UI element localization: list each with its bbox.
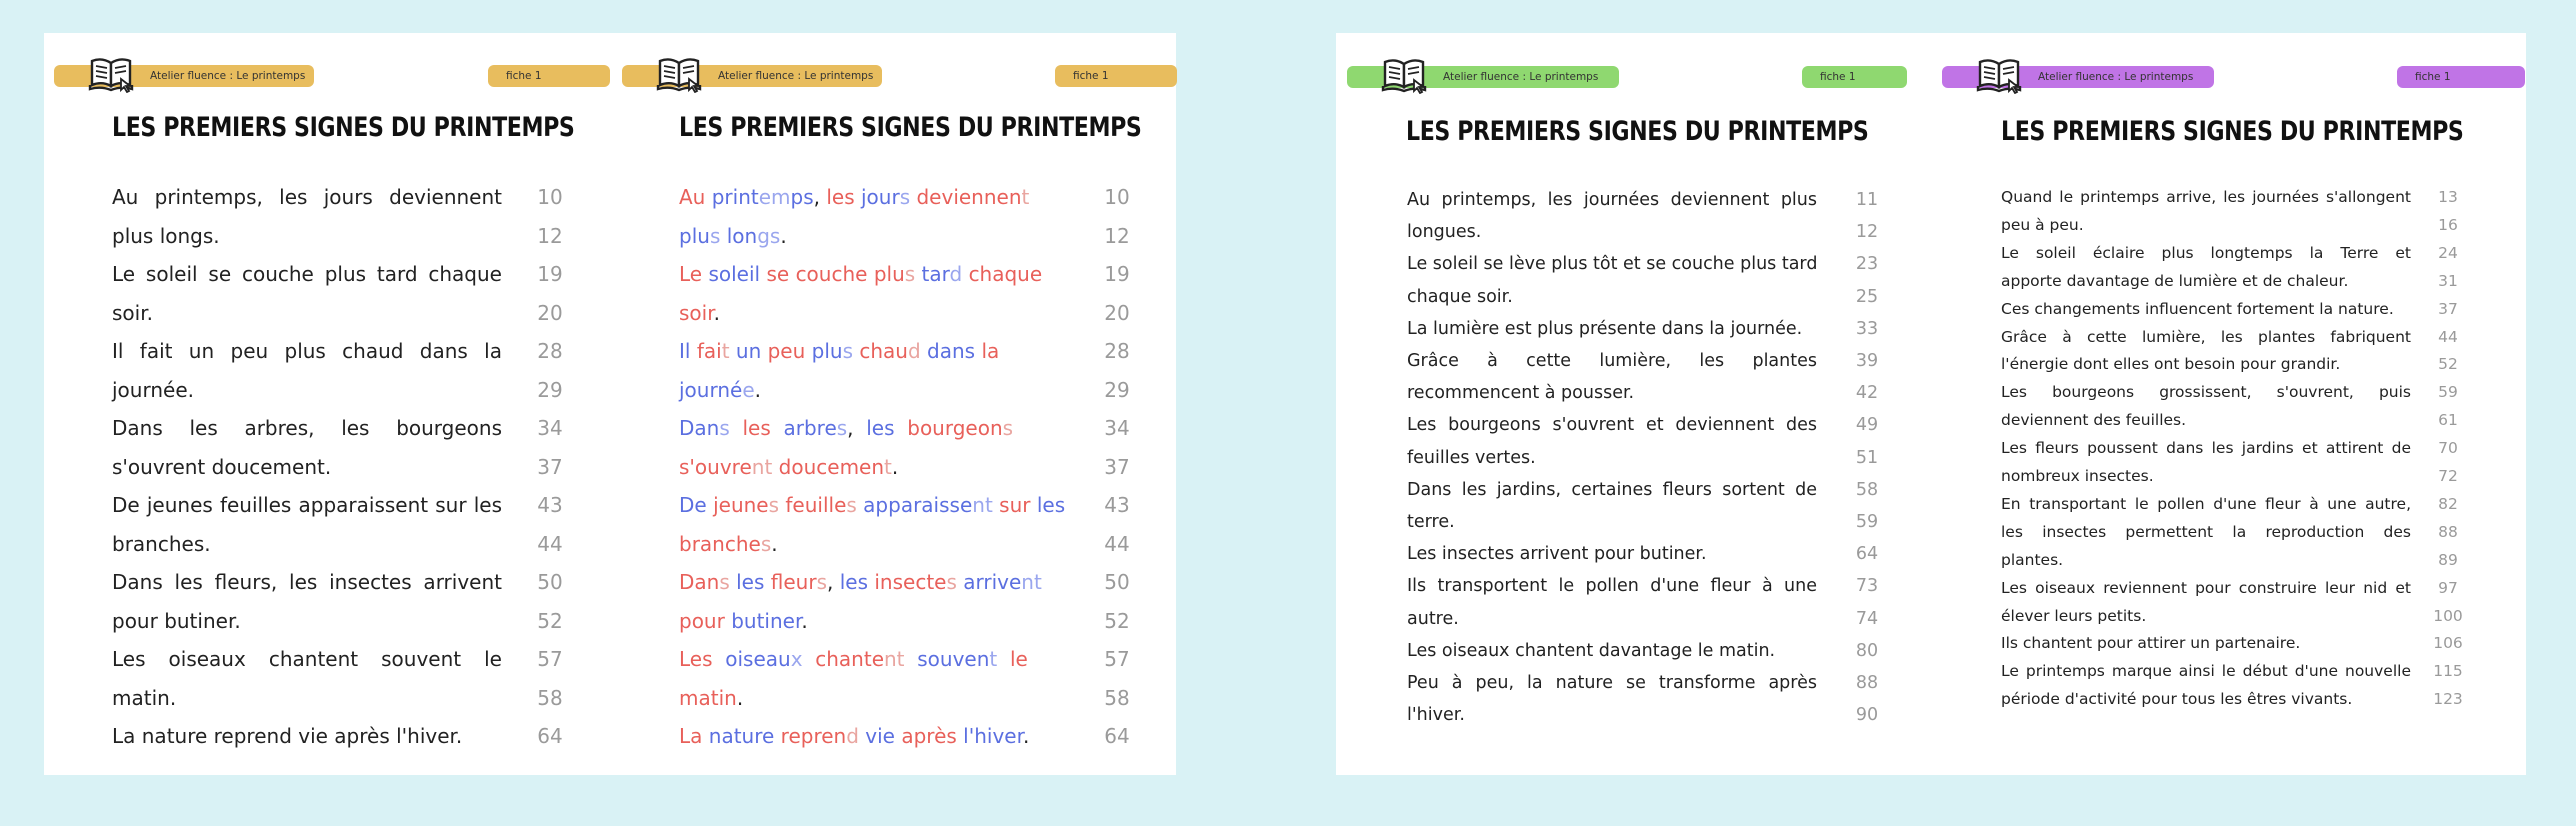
syllable: em	[758, 185, 791, 209]
syllable: vie	[865, 724, 895, 748]
syllable	[895, 416, 908, 440]
syllable: Au	[679, 185, 706, 209]
text-line: matin.	[112, 685, 177, 710]
syllable: bourgeon	[907, 416, 1003, 440]
book-icon	[1381, 56, 1429, 94]
text-line: l'énergie dont elles ont besoin pour grandir.	[2001, 355, 2341, 374]
syllable: journé	[679, 377, 743, 402]
syllable: repren	[780, 724, 847, 748]
word-count: 61	[2438, 411, 2458, 430]
syllable: s'ouvre	[679, 454, 752, 479]
syllable: plu	[811, 339, 843, 363]
syllable: Les	[679, 647, 713, 671]
word-count: 12	[1104, 223, 1130, 248]
text-line: nombreux insectes.	[2001, 467, 2154, 485]
text-line-syllables	[679, 332, 999, 371]
syllable: d	[907, 339, 921, 363]
text-line: Dans les arbres, les bourgeons	[112, 416, 502, 440]
text-line: Dans les fleurs, les insectes arrivent	[112, 570, 502, 594]
text-line: l'hiver.	[1407, 705, 1465, 726]
word-count: 50	[537, 570, 563, 594]
word-count: 37	[1104, 454, 1130, 479]
text-line: En transportant le pollen d'une fleur à une autre,	[2001, 494, 2411, 513]
header-title: Atelier fluence : Le printemps	[2038, 71, 2194, 83]
text-line: Le soleil se couche plus tard chaque	[112, 262, 502, 286]
word-count: 115	[2433, 662, 2463, 681]
word-count: 88	[1855, 673, 1879, 693]
syllable: nt	[972, 493, 993, 517]
text-line-syllables	[679, 371, 761, 410]
text-line: soir.	[112, 300, 153, 325]
syllable: souven	[917, 647, 990, 671]
syllable	[713, 647, 726, 671]
text-line: s'ouvrent doucement.	[112, 454, 332, 479]
syllable	[771, 416, 784, 440]
text-line-syllables	[679, 255, 1042, 294]
syllable: insecte	[874, 570, 947, 594]
text-line: Les fleurs poussent dans les jardins et attirent de	[2001, 439, 2411, 458]
word-count: 52	[537, 608, 563, 633]
syllable: de	[916, 185, 942, 209]
syllable	[730, 416, 743, 440]
word-count: 58	[1104, 685, 1130, 710]
fiche-tab: fiche 1	[1055, 65, 1177, 87]
word-count: 57	[1104, 647, 1130, 671]
fiche-tab: fiche 1	[1802, 66, 1907, 88]
syllable: les	[826, 185, 855, 209]
word-count: 44	[537, 531, 563, 556]
word-count: 25	[1855, 286, 1879, 307]
syllable: t	[1021, 185, 1030, 209]
syllable: l'hiver	[963, 724, 1023, 748]
text-line: La nature reprend vie après l'hiver.	[112, 724, 463, 748]
text-line: apporte davantage de lumière et de chaleur.	[2001, 271, 2349, 290]
word-count: 88	[2438, 522, 2458, 541]
book-icon	[1976, 56, 2024, 94]
word-count: 16	[2438, 215, 2458, 234]
syllable: s	[842, 339, 854, 363]
syllable: .	[801, 608, 808, 633]
syllable: .	[713, 300, 720, 325]
syllable: oiseau	[725, 647, 791, 671]
text-line-syllables	[679, 448, 898, 487]
syllable: s	[760, 531, 772, 556]
syllable: soleil	[708, 262, 761, 286]
syllable: la	[981, 339, 1000, 363]
syllable: print	[711, 185, 759, 209]
text-line: Grâce à cette lumière, les plantes fabriquent	[2001, 327, 2411, 346]
syllable: jeune	[713, 493, 769, 517]
syllable: un	[735, 339, 762, 363]
syllable: .	[891, 454, 899, 479]
syllable: x	[790, 647, 803, 671]
text-line: Au printemps, les jours deviennent	[112, 185, 502, 209]
word-count: 90	[1855, 705, 1879, 726]
syllable: .	[754, 377, 761, 402]
text-line: autre.	[1407, 608, 1459, 629]
syllable: ps	[790, 185, 814, 209]
text-line: les insectes permettent la reproduction des	[2001, 522, 2411, 541]
syllable: De	[679, 493, 707, 517]
syllable: chau	[859, 339, 908, 363]
word-count: 19	[1104, 262, 1130, 286]
syllable: les	[742, 416, 771, 440]
text-line: Peu à peu, la nature se transforme après	[1407, 673, 1817, 693]
word-count: 50	[1104, 570, 1130, 594]
word-count: 28	[1104, 339, 1130, 363]
text-line-syllables	[679, 486, 1065, 525]
word-count: 43	[537, 493, 563, 517]
syllable: nen	[983, 185, 1022, 209]
syllable: ,	[813, 185, 827, 209]
syllable: d	[949, 262, 963, 286]
word-count: 64	[1104, 724, 1130, 748]
word-count: 28	[537, 339, 563, 363]
fiche-tab: fiche 1	[488, 65, 610, 87]
text-line: Le soleil se lève plus tôt et se couche plus tard	[1407, 254, 1818, 275]
text-line: élever leurs petits.	[2001, 606, 2147, 625]
word-count: 59	[1855, 512, 1879, 532]
syllable: men	[839, 454, 885, 479]
word-count: 70	[2438, 439, 2458, 458]
word-count: 123	[2433, 690, 2463, 709]
word-count: 100	[2433, 606, 2463, 625]
text-line: Grâce à cette lumière, les plantes	[1407, 351, 1817, 371]
syllable: t	[721, 339, 730, 363]
word-count: 51	[1855, 447, 1879, 468]
text-line: Il fait un peu plus chaud dans la	[112, 339, 502, 363]
syllable: le	[1009, 647, 1028, 671]
syllable: les	[1036, 493, 1066, 517]
syllable: dans	[927, 339, 976, 363]
syllable: arbre	[783, 416, 837, 440]
syllable: pour	[679, 608, 725, 633]
syllable: s	[709, 223, 721, 248]
header-title: Atelier fluence : Le printemps	[150, 70, 306, 82]
word-count: 20	[537, 300, 563, 325]
word-count: 72	[2438, 467, 2458, 485]
syllable: matin	[679, 685, 737, 710]
syllable: fai	[696, 339, 722, 363]
page-title: LES PREMIERS SIGNES DU PRINTEMPS	[112, 112, 575, 143]
text-line: pour butiner.	[112, 608, 241, 633]
syllable: Il	[679, 339, 691, 363]
text-line: Dans les jardins, certaines fleurs sortent de	[1407, 479, 1817, 500]
syllable: apparaisse	[863, 493, 973, 517]
text-line: Ces changements influencent fortement la nature.	[2001, 299, 2394, 318]
word-count: 10	[1104, 185, 1130, 209]
word-count: 89	[2438, 550, 2458, 569]
word-count: 29	[1104, 377, 1130, 402]
page-title: LES PREMIERS SIGNES DU PRINTEMPS	[679, 112, 1142, 143]
syllable: après	[901, 724, 957, 748]
text-line: deviennent des feuilles.	[2001, 411, 2187, 430]
text-line: Le soleil éclaire plus longtemps la Terre et	[2001, 243, 2411, 262]
syllable	[997, 647, 1010, 671]
syllable: .	[780, 223, 787, 248]
syllable: douce	[778, 454, 840, 479]
syllable: fleur	[770, 570, 817, 594]
text-line: terre.	[1407, 512, 1455, 532]
text-line: Les oiseaux reviennent pour construire leur nid et	[2001, 578, 2411, 597]
text-line: plus longs.	[112, 223, 220, 248]
syllable: branche	[679, 531, 761, 556]
text-line: Les oiseaux chantent davantage le matin.	[1407, 640, 1776, 661]
word-count: 19	[537, 262, 563, 286]
syllable: s	[719, 570, 730, 594]
syllable: butiner	[731, 608, 802, 633]
text-line-syllables	[679, 602, 808, 641]
word-count: 31	[2438, 271, 2458, 290]
syllable: plu	[873, 262, 905, 286]
text-line: Au printemps, les journées deviennent plus	[1407, 190, 1817, 210]
page-title: LES PREMIERS SIGNES DU PRINTEMPS	[2001, 116, 2464, 147]
header-title: Atelier fluence : Le printemps	[1443, 71, 1599, 83]
syllable: sur	[999, 493, 1031, 517]
word-count: 42	[1855, 383, 1879, 404]
syllable: t	[884, 454, 892, 479]
text-line: Ils chantent pour attirer un partenaire.	[2001, 634, 2301, 653]
syllable: nature	[708, 724, 775, 748]
syllable: soir	[679, 300, 714, 325]
word-count: 23	[1855, 254, 1879, 275]
text-line-syllables	[679, 679, 743, 718]
syllable: .	[736, 685, 744, 710]
text-line: Le printemps marque ainsi le début d'une nouvelle	[2001, 662, 2411, 681]
syllable: feuille	[785, 493, 847, 517]
syllable: s	[816, 570, 827, 594]
word-count: 52	[2438, 355, 2458, 374]
syllable: La	[679, 724, 703, 748]
text-line-syllables	[679, 563, 1042, 602]
text-line: longues.	[1407, 222, 1482, 243]
syllable	[905, 647, 918, 671]
word-count: 82	[2438, 494, 2458, 513]
text-line-syllables	[679, 640, 1028, 679]
header-title: Atelier fluence : Le printemps	[718, 70, 874, 82]
syllable: Le	[679, 262, 703, 286]
text-line-syllables	[679, 217, 787, 256]
word-count: 80	[1855, 640, 1879, 661]
syllable: chaque	[968, 262, 1043, 286]
syllable: plu	[679, 223, 710, 248]
syllable: lon	[726, 223, 758, 248]
syllable: les	[736, 570, 765, 594]
syllable: Dan	[679, 570, 720, 594]
text-line: journée.	[112, 377, 194, 402]
word-count: 34	[537, 416, 563, 440]
word-count: 49	[1855, 415, 1879, 436]
word-count: 52	[1104, 608, 1130, 633]
word-count: 34	[1104, 416, 1130, 440]
syllable: les	[839, 570, 868, 594]
word-count: 10	[537, 185, 563, 209]
syllable: peu	[767, 339, 806, 363]
word-count: 33	[1855, 318, 1879, 339]
text-line: Ils transportent le pollen d'une fleur à une	[1407, 576, 1817, 597]
text-line-syllables	[679, 717, 1029, 756]
word-count: 73	[1855, 576, 1879, 597]
syllable: Dan	[679, 416, 720, 440]
syllable: t	[989, 647, 998, 671]
word-count: 29	[537, 377, 563, 402]
syllable: gs	[757, 223, 781, 248]
syllable: ,	[827, 570, 840, 594]
word-count: 58	[1855, 479, 1879, 500]
syllable: e	[742, 377, 755, 402]
syllable: vien	[941, 185, 984, 209]
syllable: ,	[847, 416, 867, 440]
text-line-syllables	[679, 409, 1013, 448]
word-count: 37	[537, 454, 563, 479]
text-line: période d'activité pour tous les êtres vivants.	[2001, 690, 2353, 709]
syllable: d	[846, 724, 859, 748]
syllable: se	[766, 262, 790, 286]
word-count: 59	[2438, 383, 2458, 402]
text-line: recommencent à pousser.	[1407, 383, 1635, 404]
syllable: s	[836, 416, 848, 440]
text-line: La lumière est plus présente dans la journée.	[1407, 318, 1803, 339]
word-count: 44	[2438, 327, 2458, 346]
word-count: 97	[2438, 578, 2458, 597]
word-count: 37	[2438, 299, 2458, 318]
word-count: 43	[1104, 493, 1130, 517]
syllable: jour	[861, 185, 900, 209]
text-line: De jeunes feuilles apparaissent sur les	[112, 493, 502, 517]
syllable: .	[771, 531, 778, 556]
word-count: 106	[2433, 634, 2463, 653]
syllable: nt	[1021, 570, 1042, 594]
word-count: 64	[537, 724, 563, 748]
text-line: Les insectes arrivent pour butiner.	[1407, 544, 1707, 565]
text-line: feuilles vertes.	[1407, 447, 1536, 468]
word-count: 24	[2438, 243, 2458, 262]
syllable: les	[866, 416, 895, 440]
text-line: Les bourgeons grossissent, s'ouvrent, puis	[2001, 383, 2411, 402]
syllable: nt	[751, 454, 773, 479]
text-line: Les bourgeons s'ouvrent et deviennent des	[1407, 415, 1817, 436]
syllable	[803, 647, 816, 671]
syllable: nt	[884, 647, 905, 671]
word-count: 20	[1104, 300, 1130, 325]
text-line: Les oiseaux chantent souvent le	[112, 647, 502, 671]
fiche-tab: fiche 1	[2397, 66, 2525, 88]
syllable: chante	[815, 647, 884, 671]
text-line: Quand le printemps arrive, les journées s'allongent	[2001, 188, 2411, 206]
syllable: s	[1002, 416, 1014, 440]
text-line-syllables	[679, 294, 720, 333]
book-icon	[88, 55, 136, 93]
book-icon	[656, 55, 704, 93]
text-line: chaque soir.	[1407, 286, 1513, 307]
word-count: 64	[1855, 544, 1879, 565]
syllable: s	[768, 493, 780, 517]
word-count: 12	[537, 223, 563, 248]
syllable: s	[946, 570, 957, 594]
syllable: s	[846, 493, 857, 517]
word-count: 13	[2438, 188, 2458, 206]
syllable: tar	[921, 262, 950, 286]
text-line-syllables	[679, 525, 778, 564]
syllable: arrive	[963, 570, 1022, 594]
syllable: .	[1023, 724, 1030, 748]
syllable: couche	[795, 262, 868, 286]
word-count: 12	[1855, 222, 1879, 243]
word-count: 44	[1104, 531, 1130, 556]
text-line: plantes.	[2001, 550, 2064, 569]
text-line: branches.	[112, 531, 211, 556]
text-line-syllables	[679, 178, 1029, 217]
word-count: 57	[537, 647, 563, 671]
syllable: s	[719, 416, 730, 440]
word-count: 39	[1855, 351, 1879, 371]
word-count: 58	[537, 685, 563, 710]
syllable: s	[899, 185, 911, 209]
page-title: LES PREMIERS SIGNES DU PRINTEMPS	[1406, 116, 1869, 147]
text-line: peu à peu.	[2001, 215, 2084, 234]
word-count: 11	[1855, 190, 1879, 210]
syllable: s	[904, 262, 916, 286]
word-count: 74	[1855, 608, 1879, 629]
